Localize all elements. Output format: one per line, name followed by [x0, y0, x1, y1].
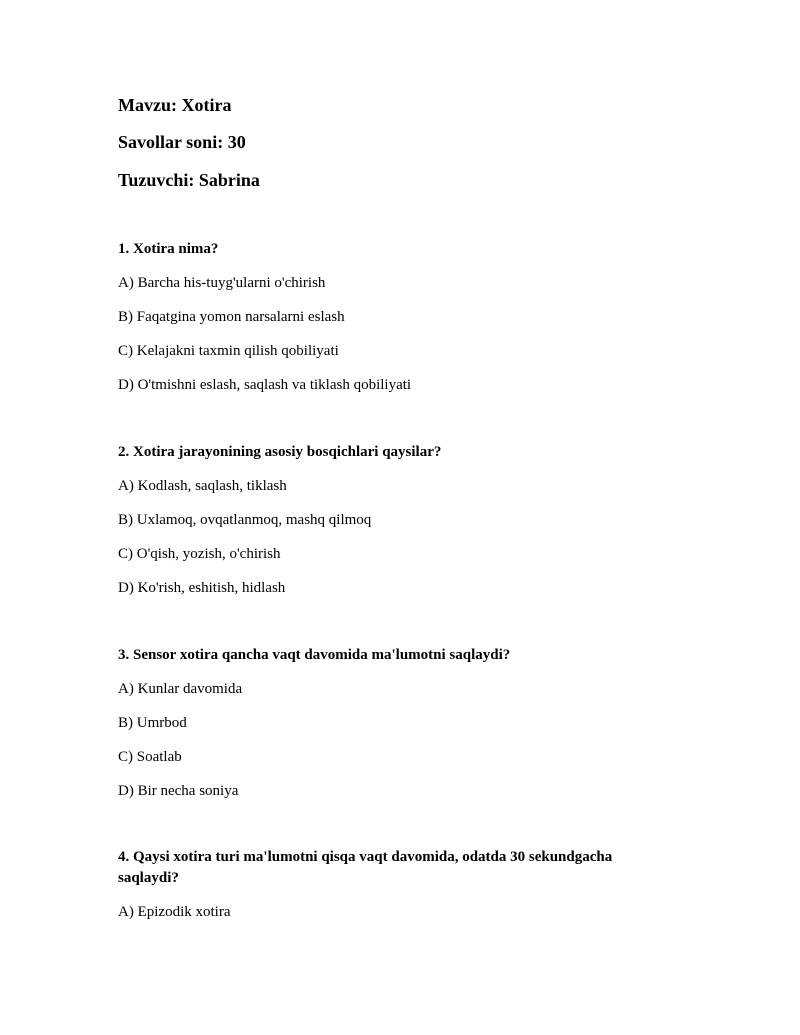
question-title: 2. Xotira jarayonining asosiy bosqichlari qaysilar?: [118, 444, 442, 460]
question-4: [118, 847, 658, 922]
question-title: 3. Sensor xotira qancha vaqt davomida ma'lumotni saqlaydi?: [118, 647, 511, 663]
question-title: 1. Xotira nima?: [118, 241, 219, 257]
option-a: A) Epizodik xotira: [118, 904, 231, 920]
option-b: B) Uxlamoq, ovqatlanmoq, mashq qilmoq: [118, 512, 372, 528]
option-a: A) Kunlar davomida: [118, 681, 243, 697]
option-a: A) Barcha his-tuyg'ularni o'chirish: [118, 275, 326, 291]
option-b: B) Umrbod: [118, 715, 187, 731]
question-2: [118, 442, 658, 598]
author-line: Tuzuvchi: Sabrina: [118, 170, 260, 190]
option-b: B) Faqatgina yomon narsalarni eslash: [118, 309, 345, 325]
option-d: D) Bir necha soniya: [118, 783, 239, 799]
option-a: A) Kodlash, saqlash, tiklash: [118, 478, 287, 494]
question-1: [118, 239, 658, 395]
option-c: C) Kelajakni taxmin qilish qobiliyati: [118, 343, 339, 359]
topic-line: Mavzu: Xotira: [118, 95, 232, 115]
option-d: D) Ko'rish, eshitish, hidlash: [118, 580, 286, 596]
question-title: 4. Qaysi xotira turi ma'lumotni qisqa vaqt davomida, odatda 30 sekundgacha saqlaydi?: [118, 849, 613, 886]
question-3: [118, 645, 658, 801]
question-count-line: Savollar soni: 30: [118, 132, 246, 152]
option-c: C) O'qish, yozish, o'chirish: [118, 546, 281, 562]
option-c: C) Soatlab: [118, 749, 182, 765]
option-d: D) O'tmishni eslash, saqlash va tiklash qobiliyati: [118, 377, 412, 393]
